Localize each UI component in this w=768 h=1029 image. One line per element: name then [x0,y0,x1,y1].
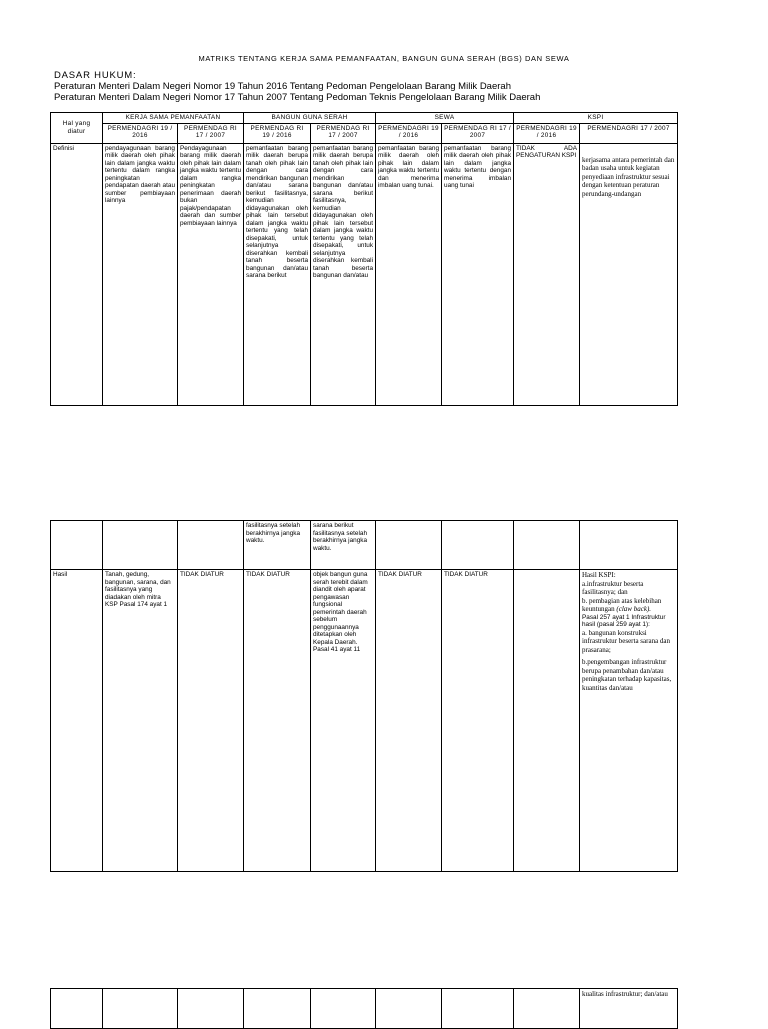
table-cell [51,521,103,570]
sub-header: PERMENDAGRI 17 / 2007 [580,123,678,143]
table-cell: fasilitasnya setelah berakhirnya jangka waktu. [244,521,311,570]
table-cell [376,521,442,570]
table-cell [311,989,376,1029]
legal-basis-line: Peraturan Menteri Dalam Negeri Nomor 17 Tahun 2007 Tentang Pedoman Teknis Pengelolaan Barang Milik Daerah [54,92,541,103]
group-header-kspi: KSPI [514,113,678,124]
row-header-cell: Hal yang diatur [51,113,103,144]
matrix-table-page-2 [50,520,678,872]
table-cell: sarana berikut fasilitasnya setelah berakhirnya jangka waktu. [311,521,376,570]
table-cell: kualitas infrastruktur; dan/atau [580,989,678,1029]
table-cell: objek bangun guna serah terebit dalam diandit oleh aparat pengawasan fungsional pemerintah daerah sebelum penggunaannya ditetapkan oleh Kepala Daerah. Pasal 41 ayat 11 [311,570,376,872]
matrix-table-page-1 [50,112,678,406]
table-cell: pemanfaatan barang milik daerah oleh pihak lain dalam jangka waktu tertentu dan menerima imbalan uang tunai. [376,143,442,405]
kspi-result-item: a.infrastruktur beserta fasilitasnya; dan [582,579,644,596]
table-cell: TIDAK DIATUR [442,570,514,872]
table-cell: TIDAK DIATUR [244,570,311,872]
table-cell [51,989,103,1029]
sub-header: PERMENDAGRI 19 / 2016 [103,123,178,143]
row-label-definisi: Definisi [51,143,103,405]
kspi-result-item: b.pengembangan infrastruktur berupa penambahan dan/atau peningkatan terhadap kapasitas, kuantitas dan/atau [582,658,672,692]
table-cell [376,989,442,1029]
table-cell [178,521,244,570]
table-cell [580,521,678,570]
table-cell: pemanfaatan barang milik daerah oleh pihak lain dalam jangka waktu tertentu dengan menerima imbalan uang tunai [442,143,514,405]
kspi-result-item: b. pembagian atas kelebihan keuntungan (claw back). [582,596,662,613]
legal-basis [54,70,540,103]
table-cell [103,521,178,570]
group-header-ksp: KERJA SAMA PEMANFAATAN [103,113,244,124]
table-cell: pemanfaatan barang milik daerah berupa tanah oleh pihak lain dengan cara mendirikan bangunan dan/atau sarana berikut fasilitasnya, kemudian didayagunakan oleh pihak lain tersebut dalam jangka waktu tertentu yang telah disepakati, untuk selanjutnya diserahkan kembali tanah beserta bangunan dan/atau sarana berikut [244,143,311,405]
table-cell [442,521,514,570]
document-title: MATRIKS TENTANG KERJA SAMA PEMANFAATAN, BANGUN GUNA SERAH (BGS) DAN SEWA [198,54,570,63]
kspi-result-ref: Pasal 257 ayat 1 Infrastruktur hasil (pasal 259 ayat 1): [582,613,666,628]
sub-header: PERMENDAG RI 17 / 2007 [178,123,244,143]
kspi-result-cell [580,570,678,872]
matrix-table-page-3 [50,988,678,1029]
table-cell [178,989,244,1029]
table-cell [103,989,178,1029]
table-cell: Tanah, gedung, bangunan, sarana, dan fasilitasnya yang diadakan oleh mitra KSP Pasal 174 ayat 1 [103,570,178,872]
table-cell [514,570,580,872]
table-cell: TIDAK ADA PENGATURAN KSPI [514,143,580,405]
kspi-result-item: a. bangunan konstruksi infrastruktur beserta sarana dan prasarana; [582,628,671,654]
group-header-bgs: BANGUN GUNA SERAH [244,113,376,124]
sub-header: PERMENDAGRI 19 / 2016 [376,123,442,143]
legal-basis-label: DASAR HUKUM: [54,70,137,81]
table-cell [514,521,580,570]
sub-header: PERMENDAG RI 19 / 2016 [244,123,311,143]
table-cell [442,989,514,1029]
table-cell: pemanfaatan barang milik daerah berupa tanah oleh pihak lain dengan cara mendirikan bangunan dan/atau sarana berikut fasilitasnya, kemudian didayagunakan oleh pihak lain tersebut dalam jangka waktu tertentu yang telah disepakati, untuk selanjutnya diserahkan kembali tanah beserta bangunan dan/atau [311,143,376,405]
table-cell: Pendayagunaan barang milik daerah oleh pihak lain dalam jangka waktu tertentu dalam rangka peningkatan penerimaan daerah bukan pajak/pendapatan daerah dan sumber pembiayaan lainnya [178,143,244,405]
table-cell: pendayagunaan barang milik daerah oleh pihak lain dalam jangka waktu tertentu dalam rangka peningkatan pendapatan daerah atau sumber pembiayaan lainnya [103,143,178,405]
table-cell: kerjasama antara pemerintah dan badan usaha untuk kegiatan penyediaan infrastruktur sesuai dengan ketentuan peraturan perundang-undangan [580,143,678,405]
group-header-sewa: SEWA [376,113,514,124]
kspi-result-title: Hasil KSPI: [582,571,616,579]
table-cell: TIDAK DIATUR [178,570,244,872]
sub-header: PERMENDAG RI 17 / 2007 [442,123,514,143]
table-cell [244,989,311,1029]
legal-basis-line: Peraturan Menteri Dalam Negeri Nomor 19 Tahun 2016 Tentang Pedoman Pengelolaan Barang Milik Daerah [54,81,511,92]
sub-header: PERMENDAG RI 17 / 2007 [311,123,376,143]
table-cell: TIDAK DIATUR [376,570,442,872]
table-cell [514,989,580,1029]
sub-header: PERMENDAGRI 19 / 2016 [514,123,580,143]
row-label-hasil: Hasil [51,570,103,872]
